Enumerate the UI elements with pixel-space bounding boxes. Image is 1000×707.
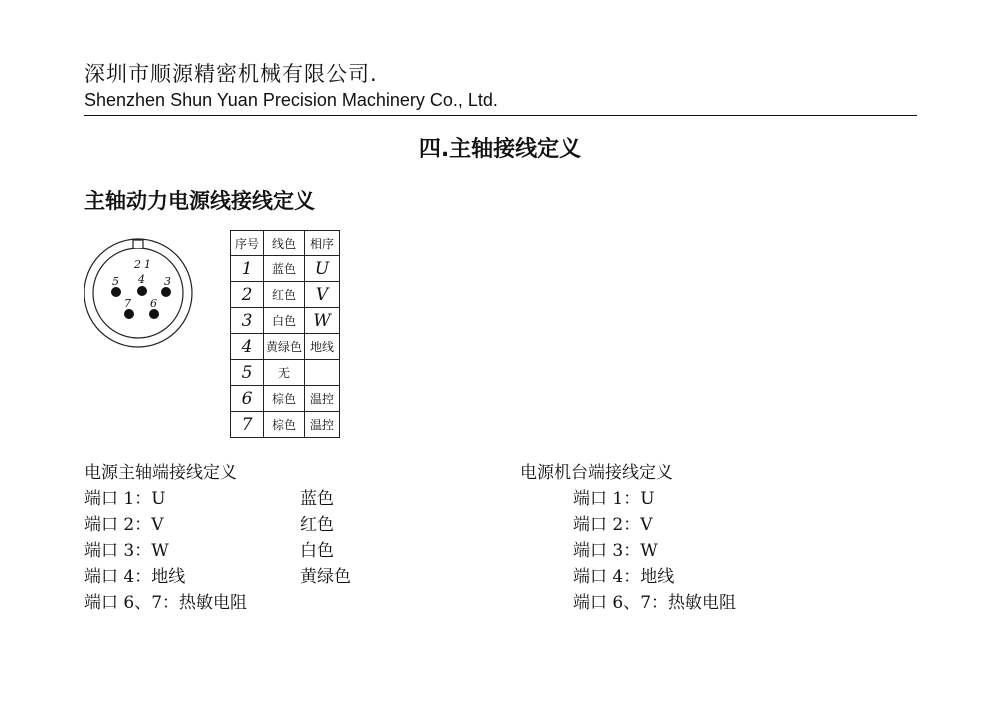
machine-port-line: 端口 3：W: [573, 541, 658, 561]
connector-pins: [111, 286, 171, 319]
pin-label-3: 3: [164, 275, 171, 288]
phase: [305, 360, 340, 386]
wire-color: 棕色: [264, 412, 305, 438]
phase: 地线: [305, 334, 340, 360]
phase: V: [305, 282, 340, 308]
table-row: [231, 386, 340, 412]
pin-label-1: 1: [144, 258, 151, 271]
table-header-row: [231, 231, 340, 256]
company-name-cn: 深圳市顺源精密机械有限公司.: [84, 62, 378, 86]
wire-color: 黄绿色: [264, 334, 305, 360]
pin-label-4: 4: [138, 273, 145, 286]
pin-number: 7: [231, 412, 264, 438]
machine-side-title: 电源机台端接线定义: [520, 463, 673, 483]
pin-number: 5: [231, 360, 264, 386]
spindle-port-color: 蓝色: [300, 489, 334, 509]
header-color: 线色: [264, 231, 305, 256]
table-row: [231, 308, 340, 334]
spindle-port-line: 端口 2：V: [84, 515, 164, 535]
table-row: [231, 282, 340, 308]
pin-7: [124, 309, 134, 319]
spindle-port-color: 白色: [300, 541, 334, 561]
phase: U: [305, 256, 340, 282]
spindle-port-color: 红色: [300, 515, 334, 535]
header-divider: [84, 115, 917, 116]
machine-port-line: 端口 6、7：热敏电阻: [573, 593, 737, 613]
wire-color: 蓝色: [264, 256, 305, 282]
section-title: 四.主轴接线定义: [418, 137, 582, 162]
pin-3: [161, 287, 171, 297]
phase: W: [305, 308, 340, 334]
table-row: [231, 256, 340, 282]
phase: 温控: [305, 386, 340, 412]
connector-key-notch: [133, 240, 143, 248]
pin-4: [137, 286, 147, 296]
header-phase: 相序: [305, 231, 340, 256]
wire-color: 棕色: [264, 386, 305, 412]
pin-definition-table: [230, 230, 340, 438]
pin-number: 1: [231, 256, 264, 282]
spindle-port-line: 端口 3：W: [84, 541, 169, 561]
subsection-title: 主轴动力电源线接线定义: [84, 189, 315, 213]
company-name-en: Shenzhen Shun Yuan Precision Machinery Co., Ltd.: [84, 90, 498, 110]
wire-color: 无: [264, 360, 305, 386]
wire-color: 白色: [264, 308, 305, 334]
pin-6: [149, 309, 159, 319]
table-row: [231, 334, 340, 360]
spindle-port-line: 端口 4：地线: [84, 567, 186, 587]
spindle-side-title: 电源主轴端接线定义: [84, 463, 237, 483]
pin-label-2: 2: [134, 258, 141, 271]
machine-port-line: 端口 4：地线: [573, 567, 675, 587]
pin-number: 6: [231, 386, 264, 412]
phase: 温控: [305, 412, 340, 438]
pin-label-5: 5: [112, 275, 119, 288]
table-row: [231, 412, 340, 438]
pin-number: 4: [231, 334, 264, 360]
pin-5: [111, 287, 121, 297]
table-row: [231, 360, 340, 386]
header-no: 序号: [231, 231, 264, 256]
wire-color: 红色: [264, 282, 305, 308]
connector-diagram: [84, 233, 194, 348]
pin-label-6: 6: [150, 297, 157, 310]
machine-port-line: 端口 2：V: [573, 515, 653, 535]
pin-number: 3: [231, 308, 264, 334]
spindle-port-line: 端口 1：U: [84, 489, 166, 509]
spindle-port-color: 黄绿色: [300, 567, 351, 587]
machine-port-line: 端口 1：U: [573, 489, 655, 509]
pin-number: 2: [231, 282, 264, 308]
pin-label-7: 7: [124, 297, 131, 310]
spindle-port-line: 端口 6、7：热敏电阻: [84, 593, 248, 613]
